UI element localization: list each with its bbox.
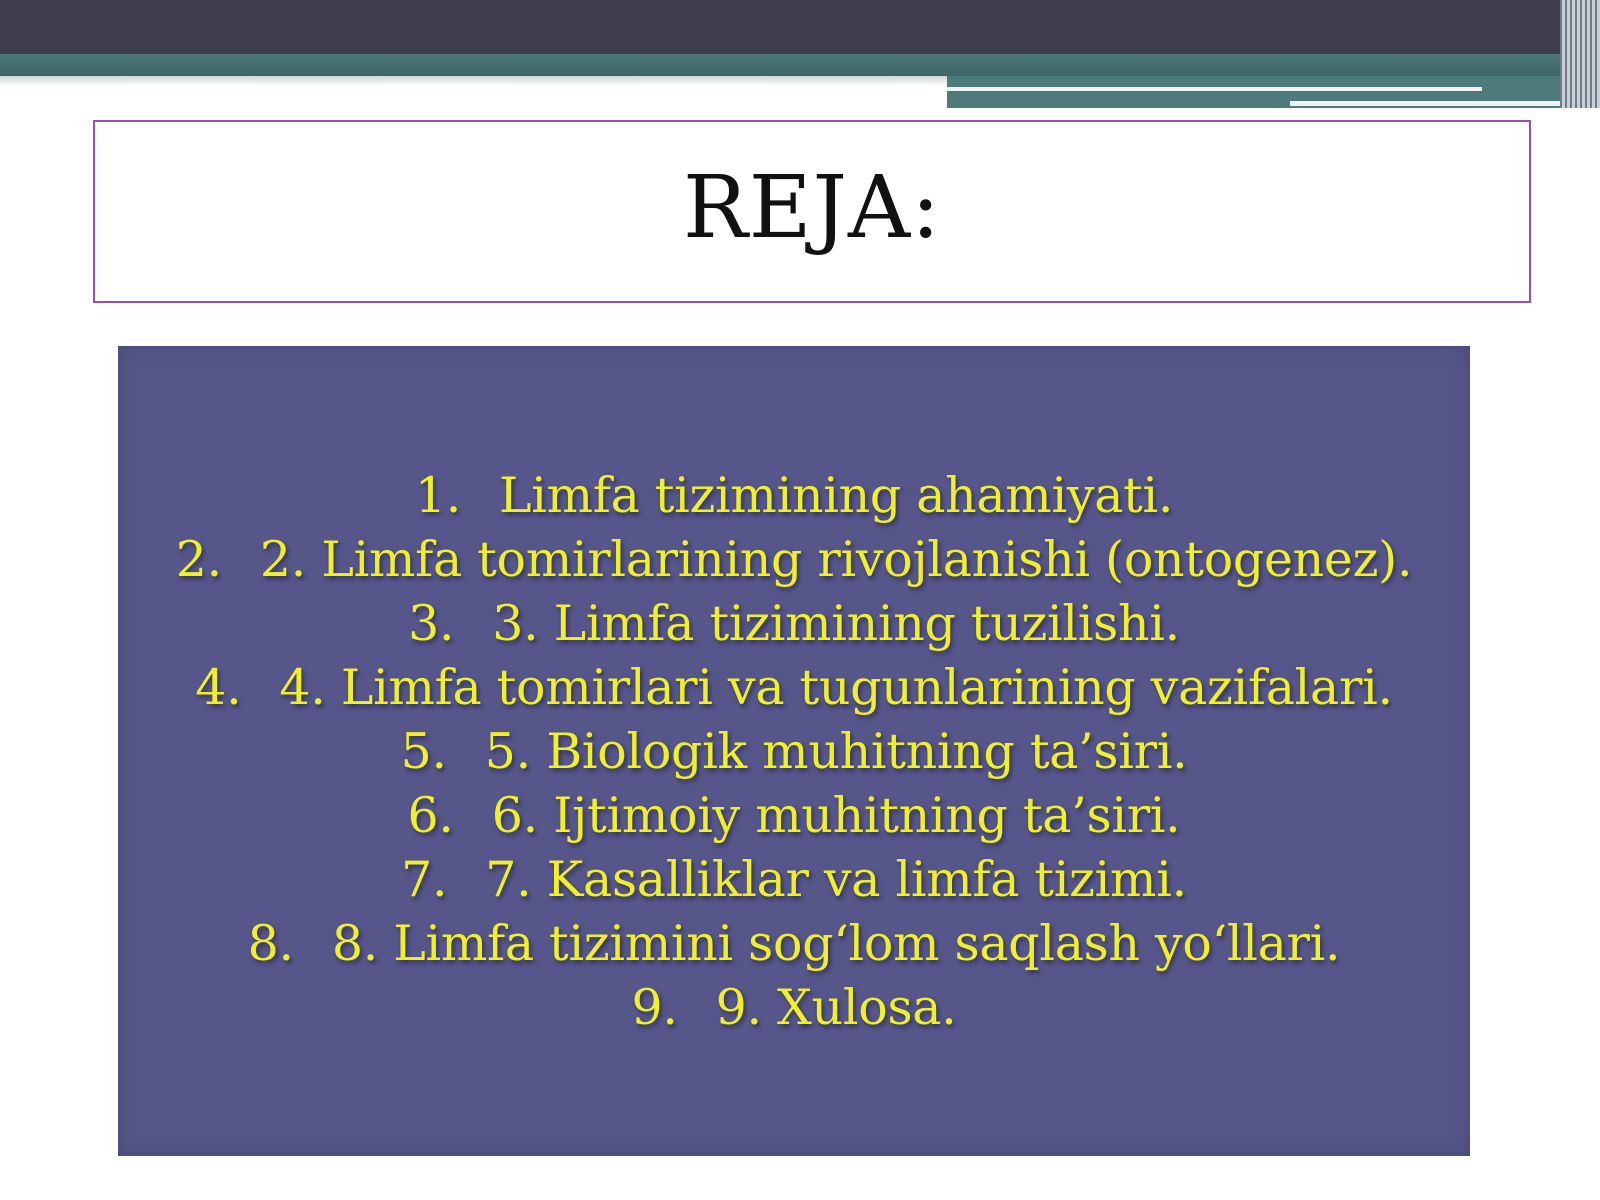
plan-item-text: 3. Limfa tizimining tuzilishi. [492, 595, 1180, 652]
plan-item [118, 528, 1470, 592]
plan-item [118, 720, 1470, 784]
plan-item-number: 1. [414, 467, 461, 524]
plan-item-text: 7. Kasalliklar va limfa tizimi. [485, 851, 1187, 908]
accent-line [947, 87, 1482, 91]
edge-stripes-decoration [1560, 0, 1600, 108]
plan-item-number: 9. [631, 979, 678, 1036]
plan-item-text: 8. Limfa tizimini sog‘lom saqlash yo‘llari. [331, 915, 1341, 972]
plan-item-number: 4. [195, 659, 242, 716]
content-box [118, 346, 1470, 1156]
plan-item [118, 656, 1470, 720]
plan-item [118, 912, 1470, 976]
header-shadow [0, 76, 947, 86]
top-header-bar [0, 0, 1600, 54]
plan-item [118, 976, 1470, 1040]
accent-line-short [1290, 101, 1570, 106]
plan-item-text: 9. Xulosa. [715, 979, 957, 1036]
plan-item [118, 848, 1470, 912]
title-box [93, 120, 1531, 303]
plan-item-text: 2. Limfa tomirlarining rivojlanishi (ontogenez). [259, 531, 1413, 588]
slide-title: REJA: [682, 157, 942, 258]
plan-item-text: 5. Biologik muhitning ta’siri. [484, 723, 1188, 780]
plan-item-number: 3. [408, 595, 455, 652]
plan-item [118, 464, 1470, 528]
plan-item-number: 8. [247, 915, 294, 972]
plan-list [118, 464, 1470, 1040]
plan-item-text: 4. Limfa tomirlari va tugunlarining vazifalari. [279, 659, 1393, 716]
plan-item [118, 592, 1470, 656]
plan-item-number: 7. [401, 851, 448, 908]
plan-item-text: 6. Ijtimoiy muhitning ta’siri. [491, 787, 1181, 844]
top-accent-bar [0, 54, 1600, 76]
plan-item-number: 5. [400, 723, 447, 780]
plan-item-number: 6. [407, 787, 454, 844]
plan-item [118, 784, 1470, 848]
plan-item-number: 2. [175, 531, 222, 588]
plan-item-text: Limfa tizimining ahamiyati. [498, 467, 1174, 524]
